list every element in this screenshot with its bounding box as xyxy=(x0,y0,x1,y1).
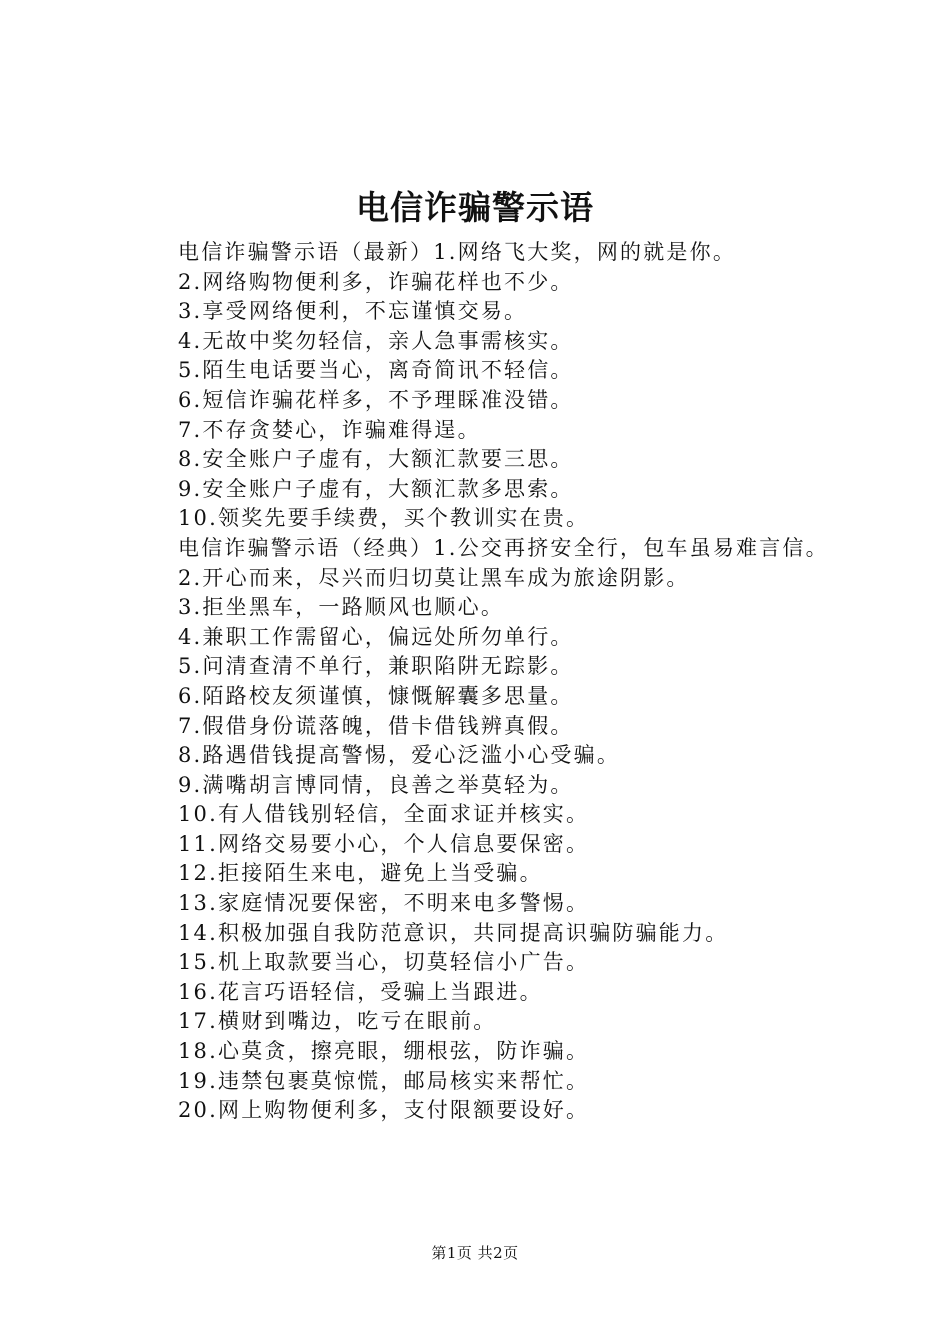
text-line: 14.积极加强自我防范意识，共同提高识骗防骗能力。 xyxy=(178,920,729,945)
text-line: 7.假借身份谎落魄，借卡借钱辨真假。 xyxy=(178,713,574,738)
text-line: 18.心莫贪，擦亮眼，绷根弦，防诈骗。 xyxy=(178,1039,590,1064)
text-line: 9.满嘴胡言博同情，良善之举莫轻为。 xyxy=(178,772,574,797)
text-line: 2.开心而来，尽兴而归切莫让黑车成为旅途阴影。 xyxy=(178,565,690,590)
page-footer: 第1页 共2页 xyxy=(431,1244,519,1262)
text-line: 17.横财到嘴边，吃亏在眼前。 xyxy=(178,1009,497,1034)
text-line: 5.问清查清不单行，兼职陷阱无踪影。 xyxy=(178,654,574,679)
text-line: 电信诈骗警示语（最新）1.网络飞大奖，网的就是你。 xyxy=(178,240,737,264)
text-line: 5.陌生电话要当心，离奇简讯不轻信。 xyxy=(178,358,574,383)
text-line: 7.不存贪婪心，诈骗难得逞。 xyxy=(178,417,481,442)
text-line: 10.领奖先要手续费，买个教训实在贵。 xyxy=(178,506,590,531)
text-line: 3.拒坐黑车，一路顺风也顺心。 xyxy=(178,595,505,620)
document-title: 电信诈骗警示语 xyxy=(356,188,594,227)
text-line: 8.安全账户子虚有，大额汇款要三思。 xyxy=(178,447,574,472)
text-line: 13.家庭情况要保密，不明来电多警惕。 xyxy=(178,891,590,916)
text-line: 2.网络购物便利多，诈骗花样也不少。 xyxy=(178,269,574,294)
document-body xyxy=(130,238,835,1126)
text-line: 4.兼职工作需留心，偏远处所勿单行。 xyxy=(178,624,574,649)
text-line: 16.花言巧语轻信，受骗上当跟进。 xyxy=(178,979,543,1004)
text-line: 20.网上购物便利多，支付限额要设好。 xyxy=(178,1098,590,1123)
text-line: 12.拒接陌生来电，避免上当受骗。 xyxy=(178,861,543,886)
text-line: 4.无故中奖勿轻信，亲人急事需核实。 xyxy=(178,328,574,353)
text-line: 6.陌路校友须谨慎，慷慨解囊多思量。 xyxy=(178,683,574,708)
text-line: 3.享受网络便利，不忘谨慎交易。 xyxy=(178,299,528,324)
text-line: 电信诈骗警示语（经典）1.公交再挤安全行，包车虽易难言信。 xyxy=(178,535,829,560)
text-line: 19.违禁包裹莫惊慌，邮局核实来帮忙。 xyxy=(178,1068,590,1093)
text-line: 9.安全账户子虚有，大额汇款多思索。 xyxy=(178,476,574,501)
text-line: 15.机上取款要当心，切莫轻信小广告。 xyxy=(178,950,590,975)
text-line: 8.路遇借钱提高警惕，爱心泛滥小心受骗。 xyxy=(178,743,621,768)
text-line: 6.短信诈骗花样多，不予理睬准没错。 xyxy=(178,387,574,412)
text-line: 11.网络交易要小心，个人信息要保密。 xyxy=(178,831,590,856)
text-line: 10.有人借钱别轻信，全面求证并核实。 xyxy=(178,802,590,827)
